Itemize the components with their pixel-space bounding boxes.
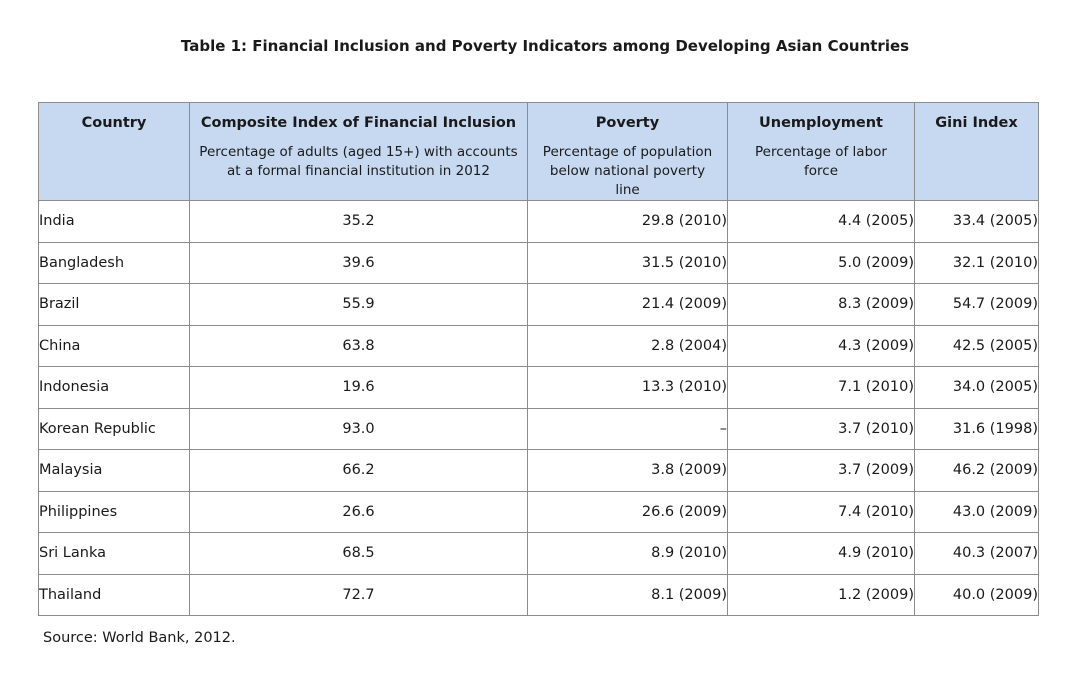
gini-cell: 43.0 (2009) bbox=[915, 491, 1039, 533]
table-row bbox=[39, 201, 1039, 243]
gini-cell: 33.4 (2005) bbox=[915, 201, 1039, 243]
table-row bbox=[39, 367, 1039, 409]
poverty-cell: 2.8 (2004) bbox=[528, 325, 728, 367]
table-row bbox=[39, 491, 1039, 533]
table-row bbox=[39, 325, 1039, 367]
financial-inclusion-cell: 55.9 bbox=[190, 284, 528, 326]
gini-cell: 42.5 (2005) bbox=[915, 325, 1039, 367]
column-header-title: Composite Index of Financial Inclusion bbox=[200, 115, 517, 131]
column-header-subtitle: Percentage of population below national poverty line bbox=[542, 144, 713, 198]
country-cell: China bbox=[39, 325, 190, 367]
table-row bbox=[39, 408, 1039, 450]
country-cell: Thailand bbox=[39, 574, 190, 616]
unemployment-cell: 3.7 (2009) bbox=[728, 450, 915, 492]
gini-cell: 46.2 (2009) bbox=[915, 450, 1039, 492]
poverty-cell: 26.6 (2009) bbox=[528, 491, 728, 533]
column-header-subtitle: Percentage of labor force bbox=[755, 144, 887, 179]
country-cell: Malaysia bbox=[39, 450, 190, 492]
financial-inclusion-cell: 26.6 bbox=[190, 491, 528, 533]
table-row bbox=[39, 284, 1039, 326]
column-header-country bbox=[39, 103, 190, 201]
poverty-cell: 13.3 (2010) bbox=[528, 367, 728, 409]
column-header-title: Unemployment bbox=[758, 115, 883, 131]
unemployment-cell: 4.3 (2009) bbox=[728, 325, 915, 367]
gini-cell: 40.3 (2007) bbox=[915, 533, 1039, 575]
country-cell: Philippines bbox=[39, 491, 190, 533]
financial-inclusion-cell: 93.0 bbox=[190, 408, 528, 450]
country-cell: India bbox=[39, 201, 190, 243]
table-row bbox=[39, 242, 1039, 284]
source-note: Source: World Bank, 2012. bbox=[43, 630, 236, 646]
financial-inclusion-cell: 72.7 bbox=[190, 574, 528, 616]
unemployment-cell: 4.9 (2010) bbox=[728, 533, 915, 575]
country-cell: Korean Republic bbox=[39, 408, 190, 450]
poverty-cell: 8.1 (2009) bbox=[528, 574, 728, 616]
table-title: Table 1: Financial Inclusion and Poverty Indicators among Developing Asian Countries bbox=[180, 37, 910, 55]
poverty-cell: 8.9 (2010) bbox=[528, 533, 728, 575]
unemployment-cell: 5.0 (2009) bbox=[728, 242, 915, 284]
financial-inclusion-cell: 39.6 bbox=[190, 242, 528, 284]
financial-inclusion-cell: 66.2 bbox=[190, 450, 528, 492]
header-row bbox=[39, 103, 1039, 201]
country-cell: Bangladesh bbox=[39, 242, 190, 284]
financial-inclusion-cell: 63.8 bbox=[190, 325, 528, 367]
unemployment-cell: 8.3 (2009) bbox=[728, 284, 915, 326]
gini-cell: 31.6 (1998) bbox=[915, 408, 1039, 450]
column-header-title: Country bbox=[81, 115, 147, 131]
poverty-cell: – bbox=[528, 408, 728, 450]
gini-cell: 32.1 (2010) bbox=[915, 242, 1039, 284]
poverty-cell: 3.8 (2009) bbox=[528, 450, 728, 492]
column-header-subtitle: Percentage of adults (aged 15+) with accounts at a formal financial institution in 2012 bbox=[199, 144, 518, 179]
gini-cell: 54.7 (2009) bbox=[915, 284, 1039, 326]
column-header-unemployment bbox=[728, 103, 915, 201]
column-header-financial-inclusion bbox=[190, 103, 528, 201]
gini-cell: 34.0 (2005) bbox=[915, 367, 1039, 409]
unemployment-cell: 3.7 (2010) bbox=[728, 408, 915, 450]
unemployment-cell: 1.2 (2009) bbox=[728, 574, 915, 616]
country-cell: Sri Lanka bbox=[39, 533, 190, 575]
financial-inclusion-cell: 19.6 bbox=[190, 367, 528, 409]
table-row bbox=[39, 450, 1039, 492]
column-header-poverty bbox=[528, 103, 728, 201]
table-row bbox=[39, 574, 1039, 616]
unemployment-cell: 7.1 (2010) bbox=[728, 367, 915, 409]
indicators-table bbox=[38, 102, 1039, 616]
unemployment-cell: 7.4 (2010) bbox=[728, 491, 915, 533]
poverty-cell: 29.8 (2010) bbox=[528, 201, 728, 243]
country-cell: Brazil bbox=[39, 284, 190, 326]
gini-cell: 40.0 (2009) bbox=[915, 574, 1039, 616]
financial-inclusion-cell: 68.5 bbox=[190, 533, 528, 575]
poverty-cell: 31.5 (2010) bbox=[528, 242, 728, 284]
country-cell: Indonesia bbox=[39, 367, 190, 409]
column-header-title: Gini Index bbox=[935, 115, 1018, 131]
unemployment-cell: 4.4 (2005) bbox=[728, 201, 915, 243]
poverty-cell: 21.4 (2009) bbox=[528, 284, 728, 326]
column-header-gini bbox=[915, 103, 1039, 201]
table-row bbox=[39, 533, 1039, 575]
financial-inclusion-cell: 35.2 bbox=[190, 201, 528, 243]
column-header-title: Poverty bbox=[595, 115, 660, 131]
